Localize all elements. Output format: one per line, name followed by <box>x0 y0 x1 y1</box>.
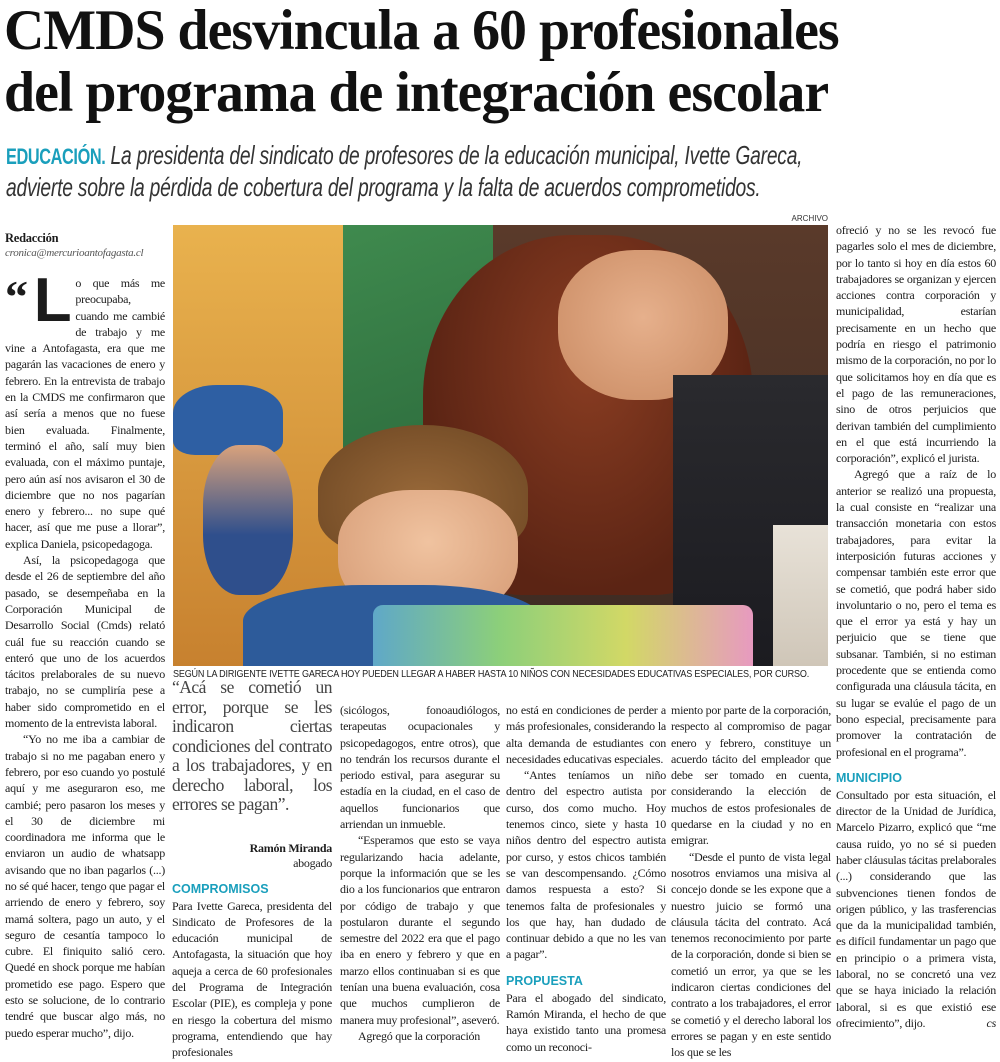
headline-line-2: del programa de integración escolar <box>4 61 829 124</box>
dek-line-2: advierte sobre la pérdida de cobertura del programa y la falta de acuerdos comprometidos. <box>6 172 761 202</box>
column-1 <box>5 230 165 1041</box>
body-paragraph: Así, la psicopedagoga que desde el 26 de septiembre del año pasado, se desempeñaba en la Corporación Municipal de Desarrollo Social (Cmds) relató cuál fue su reacción cuando se enteró que uno de los acuerdos tácitos prelaborales de su nuevo trabajo, no se cumpliría pese a haber sido comprometido en el momento de la entrevista laboral. <box>5 553 165 731</box>
section-heading: PROPUESTA <box>506 973 583 988</box>
pull-quote-name: Ramón Miranda <box>249 840 332 855</box>
section-heading: COMPROMISOS <box>172 881 269 896</box>
body-paragraph: Para Ivette Gareca, presidenta del Sindicato de Profesores de la educación municipal de Antofagasta, la situación que hoy aqueja a cerca de 60 profesionales del Programa de Integración Escolar (PIE), es compleja y pone en riesgo la cobertura del mismo programa, entendiendo que hay profesionales <box>172 898 332 1060</box>
photo-credit: ARCHIVO <box>791 214 828 223</box>
headline <box>4 0 1000 124</box>
body-paragraph: (sicólogos, fonoaudiólogos, terapeutas ocupacionales y psicopedagogos, entre otros), que no tendrán los recursos durante el periodo estival, para asegurar su estadía en la ciudad, en el caso de aquellos funcionarios que arriendan un inmueble. <box>340 703 500 832</box>
body-paragraph: Agregó que la corporación <box>358 1028 481 1043</box>
photo-child-cap <box>173 385 283 455</box>
column-6 <box>836 222 996 1031</box>
body-paragraph: ofreció y no se les revocó fue pagarles solo el mes de diciembre, por lo tanto si hoy en día estos 60 trabajadores se organizan y ejercen acciones contra corporación y municipalidad, estarían precisamente en un hecho que podría en riesgo el patrimonio mismo de la corporación, no por lo que solicitamos hoy en día que es el pago de las remuneraciones, sino de otros perjuicios que derivan también del cumplimiento en el que está incurriendo la corporación”, explicó el jurista. <box>836 223 996 466</box>
byline-author: Redacción <box>5 231 59 245</box>
pull-quote-role: abogado <box>293 855 332 870</box>
dek-section-label: EDUCACIÓN. <box>6 144 106 169</box>
body-paragraph: Para el abogado del sindicato, Ramón Miranda, el hecho de que haya existido tanto una promesa como un reconoci- <box>506 990 666 1054</box>
body-paragraph: “Desde el punto de vista legal nosotros enviamos una misiva al concejo donde se les expone que a nuestro juicio se formó una cláusula tácita del contrato. Acá tenemos reconocimiento por parte de la corporación, donde si bien se cometió un error, ya que se les indicaron ciertas condiciones del contrato a los trabajadores, el error se cometió y el derecho laboral los errores se pagan y en este sentido los que se les <box>671 849 831 1060</box>
body-paragraph: Agregó que a raíz de lo anterior se realizó una propuesta, la cual consiste en “realizar una transacción monetaria con estos trabajadores, para evitar la interposición futuras acciones y compensar también este error que se cometió, que podrá haber sido involuntario o no, pero el tema es que el error ya está y hay un perjuicio que se tiene que subsanar. También, si no estiman procedente que se entienda como configurada una cláusula tácita, en su lugar se evalúe el pago de un bono especial, precisamente para promover la contratación de profesional en el programa”. <box>836 467 996 759</box>
lead-text: o que más me preocupaba, cuando me cambié de trabajo y me vine a Antofagasta, era que me pagarán las vacaciones de enero y febrero. En la entrevista de trabajo en la CMDS me confirmaron que así sería a menos que no fuese bien evaluada. Finalmente, terminó el año, salí muy bien evaluada, con el máximo puntaje, pero aún así nos avisaron el 30 de diciembre que no nos pagarían enero y febrero... no supe qué hacer, así que me puse a llorar”, explica Daniela, psicopedagoga. <box>5 276 165 551</box>
body-paragraph: “Antes teníamos un niño dentro del espectro autista por curso, dos como mucho. Hoy tenemos cinco, siete y hasta 10 niños dentro del espectro autista por curso, y estos chicos también se van descompensando. ¿Cómo damos respuesta a esto? Si tenemos falta de profesionales y los que hay, han dudado de continuar debido a que no les van a pagar”. <box>506 768 666 962</box>
byline-email: cronica@mercurioantofagasta.cl <box>5 247 144 259</box>
drop-cap: L <box>33 266 72 335</box>
body-paragraph: Consultado por esta situación, el director de la Unidad de Jurídica, Marcelo Pizarro, explicó que “me causa ruido, yo no sé si pueden haber cláusulas tácitas prelaborales (...) considerando que las subvenciones tienen fondos de origen público, y las trasferencias que da la municipalidad también, es difícil fundamentar un pago que en principio o a primera vista, laboral, no se concretó una vez que se haya iniciado la relación laboral, si es que existió ese ofrecimiento”, dijo. cs <box>836 787 996 1030</box>
lead-paragraph <box>5 266 165 552</box>
body-paragraph: miento por parte de la corporación, respecto al compromiso de pagar enero y febrero, constituye un acuerdo tácito del empleador que debe ser tomado en cuenta, considerando la elección de muchos de estos profesionales de quedarse en la ciudad y no en emigrar. <box>671 703 831 848</box>
body-paragraph: no está en condiciones de perder a más profesionales, considerando la alta demanda de estudiantes con necesidades educativas especiales. <box>506 703 666 766</box>
photo-child-left <box>203 445 293 595</box>
photo-right-edge <box>773 525 828 666</box>
dek <box>6 140 894 202</box>
body-paragraph: “Yo no me iba a cambiar de trabajo si no me pagaban enero y febrero, por eso cuando yo postulé aquí y me aseguraron eso, me cambié; pero pasaron los meses y el 30 de diciembre mi coordinadora me informa que le enviaron un audio de whatsapp avisando que no iban pagarlos (...) no sé qué hacer, tengo que pagar el arriendo de enero y febrero, soy mamá soltera, pago un auto, y el seguro de cesantía tampoco lo cubre. El finiquito salió cero. Quedé en shock porque me habían prometido ese pago. Espero que esto se solucione, de lo contrario tendré que buscar algo más, no puedo esperar mucho”, dijo. <box>5 732 165 1040</box>
pull-quote-text: “Acá se cometió un error, porque se les indicaron ciertas condiciones del contrato a los trabajadores, y en derecho laboral, los errores se pagan”. <box>172 677 332 814</box>
column-3 <box>340 702 500 1044</box>
photo-book <box>373 605 753 666</box>
headline-line-1: CMDS desvincula a 60 profesionales <box>4 0 839 62</box>
column-5 <box>671 702 831 1061</box>
dek-line-1: La presidenta del sindicato de profesores de la educación municipal, Ivette Gareca, <box>110 140 803 170</box>
article-photo <box>173 225 828 666</box>
section-heading: MUNICIPIO <box>836 770 902 785</box>
pull-quote <box>172 678 332 871</box>
quote-mark-icon: “ <box>5 271 28 322</box>
drop-cap-group <box>5 266 72 335</box>
photo-caption: SEGÚN LA DIRIGENTE IVETTE GARECA HOY PUEDEN LLEGAR A HABER HASTA 10 NIÑOS CON NECESIDADES EDUCATIVAS ESPECIALES, POR CURSO. <box>173 668 810 680</box>
body-paragraph: “Esperamos que esto se vaya regularizando hacia adelante, porque la información que se les dio a los funcionarios que entraron por código de trabajo y que postularon durante el segundo semestre del 2022 era que el pago iba en enero y febrero y que en marzo ellos continuaban si es que tenían una buena evaluación, cosa que muchos cumplieron de manera muy profesional”, aseveró. <box>340 833 500 1027</box>
column-2 <box>172 678 332 1060</box>
end-mark-icon: cs <box>986 1015 996 1030</box>
column-4 <box>506 702 666 1055</box>
